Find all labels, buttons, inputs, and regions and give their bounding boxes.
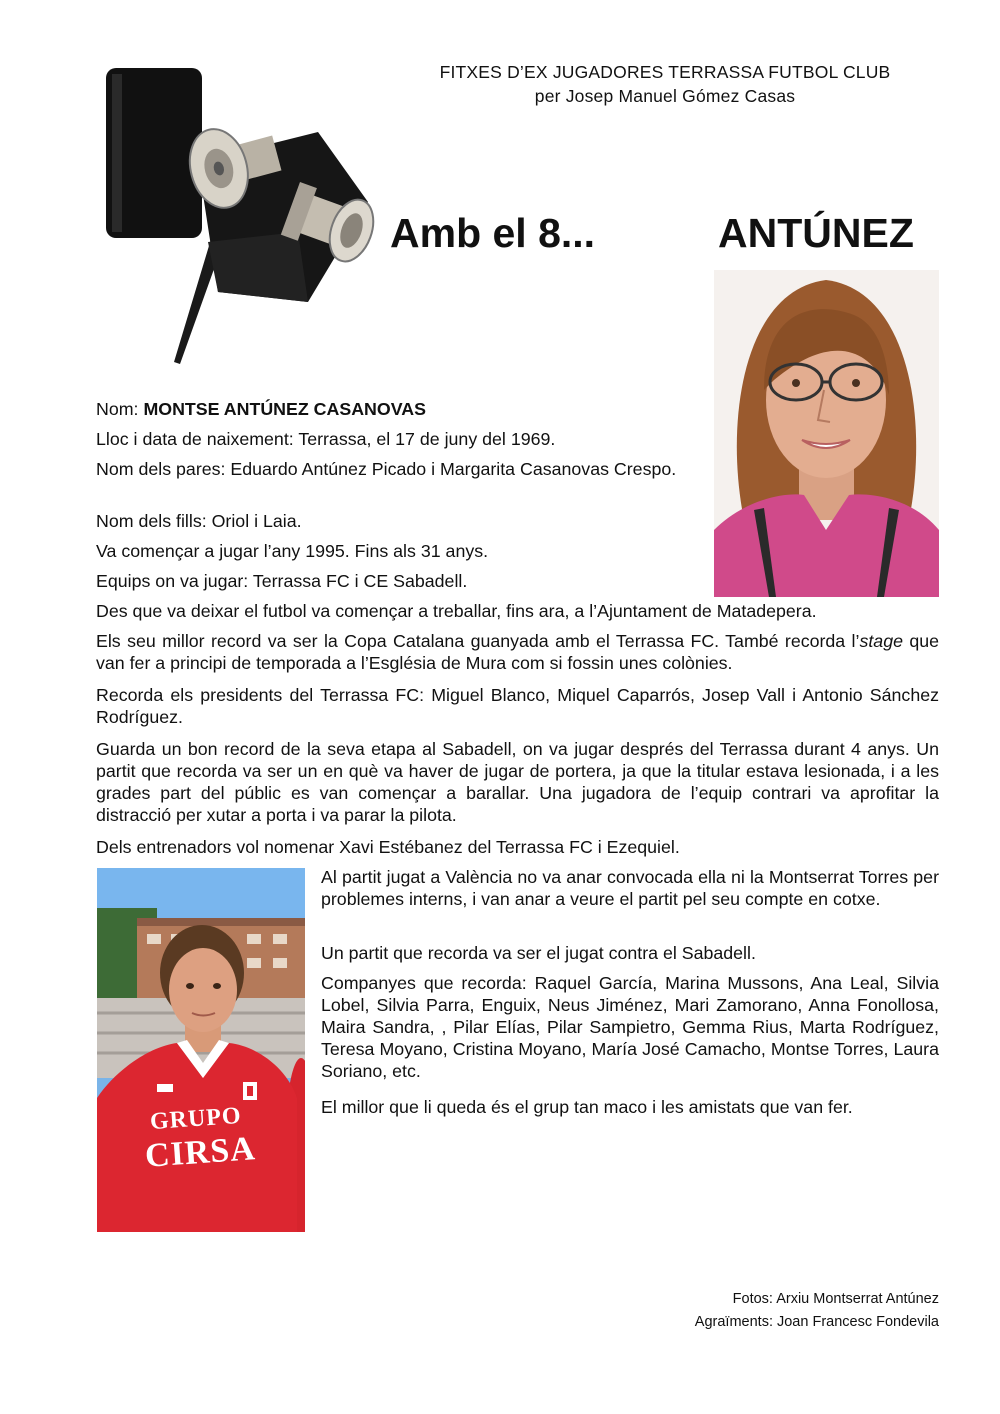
- bio-parents: Nom dels pares: Eduardo Antúnez Picado i Margarita Casanovas Crespo.: [96, 459, 677, 479]
- acknowledgements: Agraïments: Joan Francesc Fondevila: [694, 1314, 939, 1330]
- team-photo: [97, 868, 305, 1232]
- bio-start: Va començar a jugar l’any 1995. Fins als 31 anys.: [96, 541, 489, 561]
- bio-after: Des que va deixar el futbol va començar a treballar, fins ara, a l’Ajuntament de Matadepera.: [96, 601, 817, 621]
- bio-valencia: Al partit jugat a València no va anar convocada ella ni la Montserrat Torres per problemes interns, i van anar a veure el partit pel seu compte en cotxe.: [321, 867, 939, 909]
- jersey-sponsor-line1: GRUPO: [149, 1102, 243, 1136]
- bio-presidents: Recorda els presidents del Terrassa FC: Miguel Blanco, Miquel Caparrós, Josep Vall i Antonio Sánchez Rodríguez.: [96, 685, 939, 727]
- header-title: FITXES D’EX JUGADORES TERRASSA FUTBOL CLUB: [439, 62, 891, 82]
- bio-coaches: Dels entrenadors vol nomenar Xavi Estébanez del Terrassa FC i Ezequiel.: [96, 837, 680, 857]
- bio-children: Nom dels fills: Oriol i Laia.: [96, 511, 302, 531]
- bio-birth: Lloc i data de naixement: Terrassa, el 17 de juny del 1969.: [96, 429, 556, 449]
- bio-record: Els seu millor record va ser la Copa Catalana guanyada amb el Terrassa FC. També recorda l’stage que van fer a principi de temporada a l’Església de Mura com si fossin unes colònies.: [96, 631, 940, 673]
- player-name: MONTSE ANTÚNEZ CASANOVAS: [143, 399, 426, 419]
- bio-teammates: Companyes que recorda: Raquel García, Marina Mussons, Ana Leal, Silvia Lobel, Silvia Parra, Enguix, Neus Jiménez, Mari Zamorano, Anna Fonollosa, Maira Sandra, , Pilar Elías, Pilar Sampietro, Gemma Rius, Marta Rodríguez, Teresa Moyano, Cristina Moyano, María José Camacho, Montse Torres, Laura Soriano, etc.: [321, 973, 939, 1081]
- bio-teams: Equips on va jugar: Terrassa FC i CE Sabadell.: [96, 571, 468, 591]
- jersey-sponsor-line2: CIRSA: [143, 1130, 257, 1175]
- bio-name: Nom: MONTSE ANTÚNEZ CASANOVAS: [96, 399, 426, 419]
- title-surname: ANTÚNEZ: [718, 210, 914, 256]
- bio-best: El millor que li queda és el grup tan maco i les amistats que van fer.: [321, 1097, 853, 1117]
- header-author: per Josep Manuel Gómez Casas: [534, 86, 796, 106]
- title-number: Amb el 8...: [390, 210, 596, 256]
- bio-match: Un partit que recorda va ser el jugat contra el Sabadell.: [321, 943, 756, 963]
- photo-credit: Fotos: Arxiu Montserrat Antúnez: [732, 1291, 939, 1307]
- portrait-photo: [714, 270, 939, 597]
- bio-sabadell: Guarda un bon record de la seva etapa al Sabadell, on va jugar després del Terrassa durant 4 anys. Un partit que recorda va ser un en què va haver de jugar de portera, ja que la titular estava lesionada, i a les grades part del públic es van començar a barallar. Una jugadora de l’equip contrari va aprofitar la distracció per xutar a porta i va parar la pilota.: [96, 739, 939, 825]
- loudspeaker-illustration: [98, 62, 378, 374]
